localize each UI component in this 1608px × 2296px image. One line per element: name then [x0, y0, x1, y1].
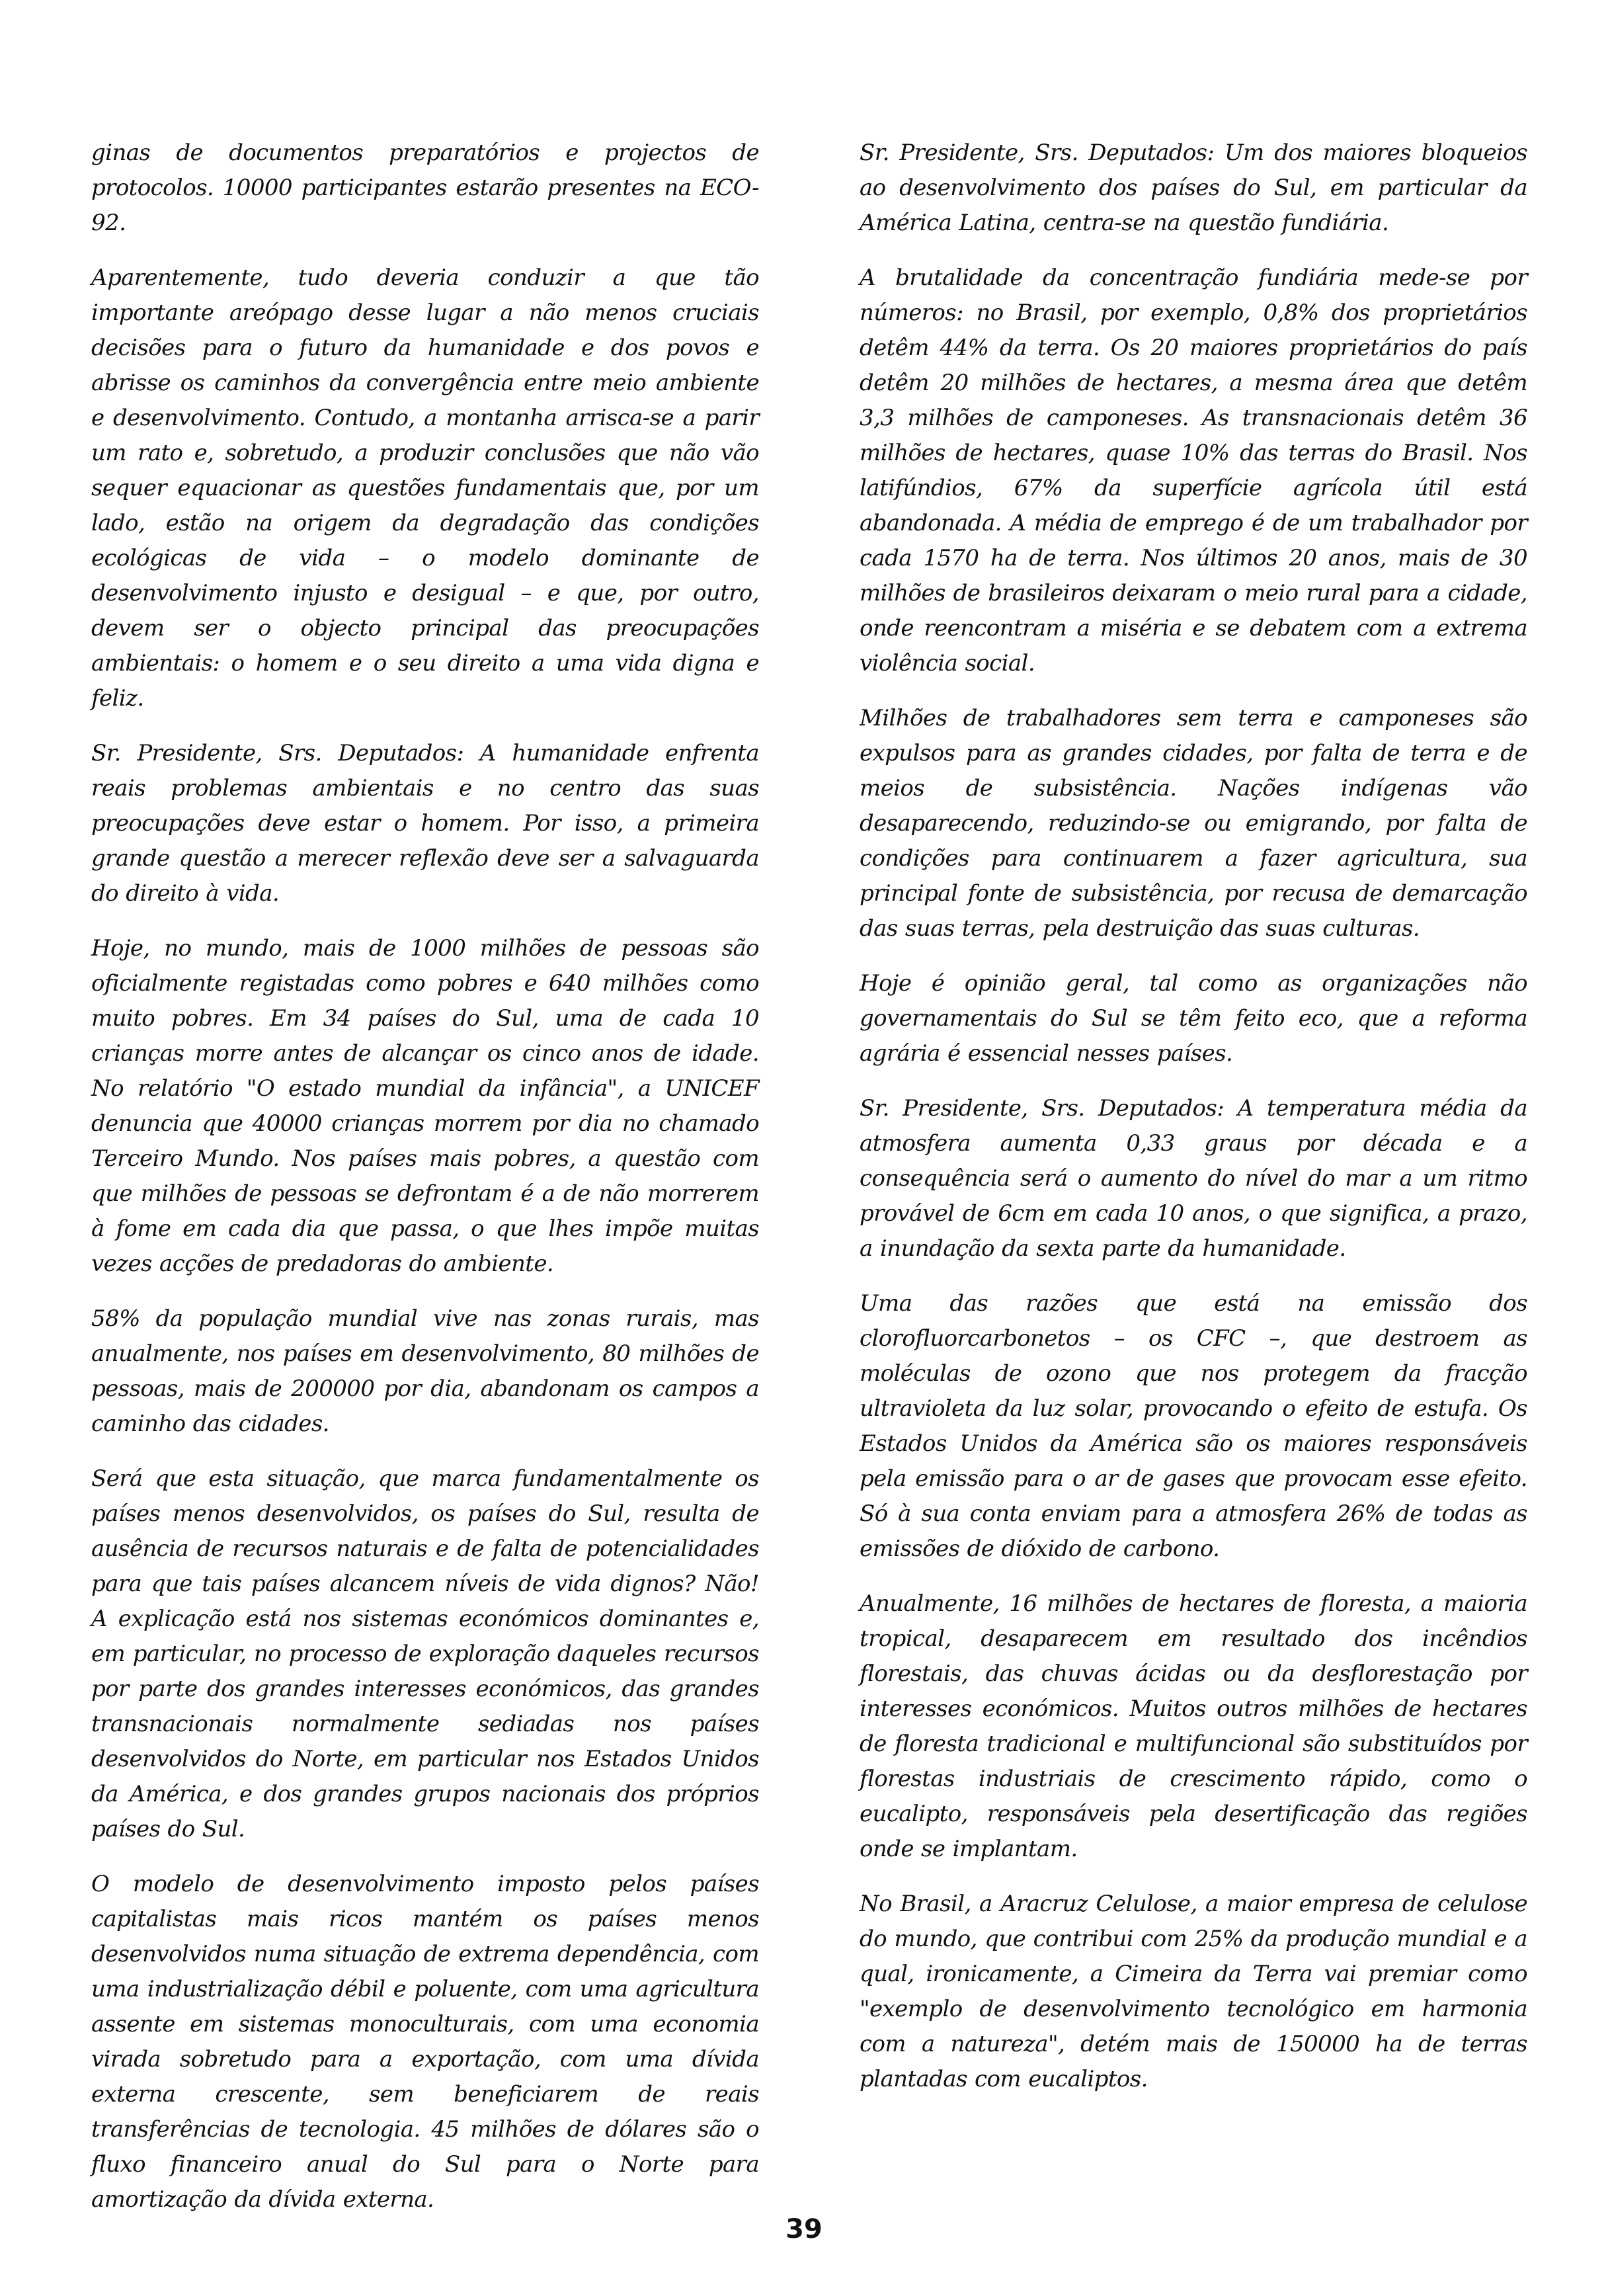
paragraph: Hoje, no mundo, mais de 1000 milhões de pessoas são oficialmente registadas como pobres e 640 milhões como muito pobres. Em 34 países do Sul, uma de cada 10 crianças morre antes de alcançar os cinco anos de idade. No relatório "O estado mundial da infância", a UNICEF denuncia que 40000 crianças morrem por dia no chamado Terceiro Mundo. Nos países mais pobres, a questão com que milhões de pessoas se defrontam é a de não morrerem à fome em cada dia que passa, o que lhes impõe muitas vezes acções de predadoras do ambiente.: [91, 935, 759, 1277]
paragraph: Será que esta situação, que marca fundamentalmente os países menos desenvolvidos, os países do Sul, resulta de ausência de recursos naturais e de falta de potencialidades para que tais países alcancem níveis de vida dignos? Não! A explicação está nos sistemas económicos dominantes e, em particular, no processo de exploração daqueles recursos por parte dos grandes interesses económicos, das grandes transnacionais normalmente sediadas nos países desenvolvidos do Norte, em particular nos Estados Unidos da América, e dos grandes grupos nacionais dos próprios países do Sul.: [91, 1465, 759, 1842]
paragraph: Uma das razões que está na emissão dos clorofluorcarbonetos – os CFC –, que destroem as moléculas de ozono que nos protegem da fracção ultravioleta da luz solar, provocando o efeito de estufa. Os Estados Unidos da América são os maiores responsáveis pela emissão para o ar de gases que provocam esse efeito. Só à sua conta enviam para a atmosfera 26% de todas as emissões de dióxido de carbono.: [860, 1290, 1527, 1562]
paragraph: O modelo de desenvolvimento imposto pelos países capitalistas mais ricos mantém os países menos desenvolvidos numa situação de extrema dependência, com uma industrialização débil e poluente, com uma agricultura assente em sistemas monoculturais, com uma economia virada sobretudo para a exportação, com uma dívida externa crescente, sem beneficiarem de reais transferências de tecnologia. 45 milhões de dólares são o fluxo financeiro anual do Sul para o Norte para amortização da dívida externa.: [91, 1871, 759, 2213]
right-column: [860, 136, 1527, 2117]
paragraph: Sr. Presidente, Srs. Deputados: A humanidade enfrenta reais problemas ambientais e no centro das suas preocupações deve estar o homem. Por isso, a primeira grande questão a merecer reflexão deve ser a salvaguarda do direito à vida.: [91, 740, 759, 907]
paragraph: Aparentemente, tudo deveria conduzir a que tão importante areópago desse lugar a não menos cruciais decisões para o futuro da humanidade e dos povos e abrisse os caminhos da convergência entre meio ambiente e desenvolvimento. Contudo, a montanha arrisca-se a parir um rato e, sobretudo, a produzir conclusões que não vão sequer equacionar as questões fundamentais que, por um lado, estão na origem da degradação das condições ecológicas de vida – o modelo dominante de desenvolvimento injusto e desigual – e que, por outro, devem ser o objecto principal das preocupações ambientais: o homem e o seu direito a uma vida digna e feliz.: [91, 265, 759, 712]
paragraph: No Brasil, a Aracruz Celulose, a maior empresa de celulose do mundo, que contribui com 25% da produção mundial e a qual, ironicamente, a Cimeira da Terra vai premiar como "exemplo de desenvolvimento tecnológico em harmonia com a natureza", detém mais de 150000 ha de terras plantadas com eucaliptos.: [860, 1891, 1527, 2092]
paragraph: Hoje é opinião geral, tal como as organizações não governamentais do Sul se têm feito eco, que a reforma agrária é essencial nesses países.: [860, 970, 1527, 1067]
paragraph: Milhões de trabalhadores sem terra e camponeses são expulsos para as grandes cidades, por falta de terra e de meios de subsistência. Nações indígenas vão desaparecendo, reduzindo-se ou emigrando, por falta de condições para continuarem a fazer agricultura, sua principal fonte de subsistência, por recusa de demarcação das suas terras, pela destruição das suas culturas.: [860, 705, 1527, 942]
page-number: 39: [785, 2214, 823, 2244]
left-column: [91, 136, 759, 2237]
paragraph: Anualmente, 16 milhões de hectares de floresta, a maioria tropical, desaparecem em resultado dos incêndios florestais, das chuvas ácidas ou da desflorestação por interesses económicos. Muitos outros milhões de hectares de floresta tradicional e multifuncional são substituídos por florestas industriais de crescimento rápido, como o eucalipto, responsáveis pela desertificação das regiões onde se implantam.: [860, 1590, 1527, 1862]
paragraph: Sr. Presidente, Srs. Deputados: A temperatura média da atmosfera aumenta 0,33 graus por década e a consequência será o aumento do nível do mar a um ritmo provável de 6cm em cada 10 anos, o que significa, a prazo, a inundação da sexta parte da humanidade.: [860, 1095, 1527, 1262]
paragraph: Sr. Presidente, Srs. Deputados: Um dos maiores bloqueios ao desenvolvimento dos países do Sul, em particular da América Latina, centra-se na questão fundiária.: [860, 140, 1527, 236]
paragraph: A brutalidade da concentração fundiária mede-se por números: no Brasil, por exemplo, 0,8% dos proprietários detêm 44% da terra. Os 20 maiores proprietários do país detêm 20 milhões de hectares, a mesma área que detêm 3,3 milhões de camponeses. As transnacionais detêm 36 milhões de hectares, quase 10% das terras do Brasil. Nos latifúndios, 67% da superfície agrícola útil está abandonada. A média de emprego é de um trabalhador por cada 1570 ha de terra. Nos últimos 20 anos, mais de 30 milhões de brasileiros deixaram o meio rural para a cidade, onde reencontram a miséria e se debatem com a extrema violência social.: [860, 265, 1527, 676]
paragraph: 58% da população mundial vive nas zonas rurais, mas anualmente, nos países em desenvolvimento, 80 milhões de pessoas, mais de 200000 por dia, abandonam os campos a caminho das cidades.: [91, 1305, 759, 1437]
paragraph: ginas de documentos preparatórios e projectos de protocolos. 10000 participantes estarão presentes na ECO-92.: [91, 140, 759, 236]
